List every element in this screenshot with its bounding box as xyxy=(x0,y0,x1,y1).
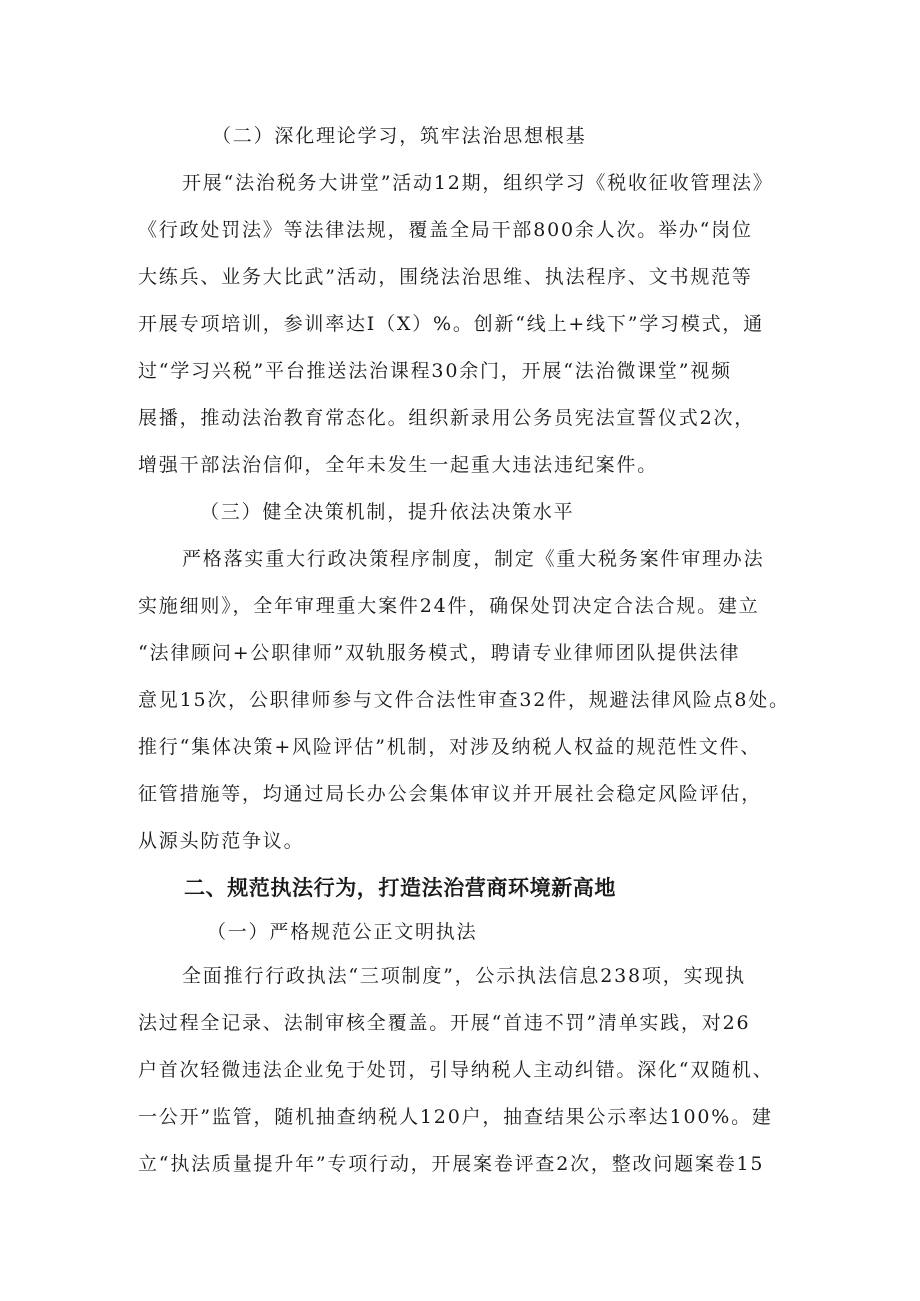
paragraph-line: 严格落实重大行政决策程序制度，制定《重大税务案件审理办法 xyxy=(182,548,765,570)
chapter-2-section-1-title: （一）严格规范公正文明执法 xyxy=(207,921,478,943)
paragraph-line: 户首次轻微违法企业免于处罚，引导纳税人主动纠错。深化“双随机、 xyxy=(138,1059,774,1081)
chapter-2-heading: 二、规范执法行为，打造法治营商环境新高地 xyxy=(184,876,616,900)
paragraph-line: 推行“集体决策+风险评估”机制，对涉及纳税人权益的规范性文件、 xyxy=(138,736,762,758)
paragraph-line: 展播，推动法治教育常态化。组织新录用公务员宪法宣誓仪式2次， xyxy=(138,407,756,429)
paragraph-line: 开展专项培训，参训率达I（X）%。创新“线上+线下”学习模式，通 xyxy=(138,313,765,335)
paragraph-line: 过“学习兴税”平台推送法治课程30余门，开展“法治微课堂”视频 xyxy=(138,360,732,382)
paragraph-line: 全面推行行政执法“三项制度”，公示执法信息238项，实现执 xyxy=(182,965,746,987)
paragraph-line: 开展“法治税务大讲堂”活动12期，组织学习《税收征收管理法》 xyxy=(182,172,774,194)
paragraph-line: 立“执法质量提升年”专项行动，开展案卷评查2次，整改问题案卷15 xyxy=(138,1153,765,1175)
paragraph-line: 征管措施等，均通过局长办公会集体审议并开展社会稳定风险评估， xyxy=(138,783,763,805)
paragraph-line: 增强干部法治信仰，全年未发生一起重大违法违纪案件。 xyxy=(138,454,659,476)
paragraph-line: 从源头防范争议。 xyxy=(138,830,305,852)
paragraph-line: 意见15次，公职律师参与文件合法性审查32件，规避法律风险点8处。 xyxy=(138,689,790,711)
paragraph-line: 法过程全记录、法制审核全覆盖。开展“首违不罚”清单实践，对26 xyxy=(138,1012,751,1034)
paragraph-line: 《行政处罚法》等法律法规，覆盖全局干部800余人次。举办“岗位 xyxy=(138,219,753,241)
paragraph-line: “法律顾问+公职律师”双轨服务模式，聘请专业律师团队提供法律 xyxy=(138,642,741,664)
paragraph-line: 大练兵、业务大比武”活动，围绕法治思维、执法程序、文书规范等 xyxy=(138,266,753,288)
section-3-title: （三）健全决策机制，提升依法决策水平 xyxy=(200,501,575,523)
paragraph-line: 一公开”监管，随机抽查纳税人120户，抽查结果公示率达100%。建 xyxy=(138,1106,773,1128)
paragraph-line: 实施细则》，全年审理重大案件24件，确保处罚决定合法合规。建立 xyxy=(138,595,760,617)
section-2-title: （二）深化理论学习，筑牢法治思想根基 xyxy=(212,125,587,147)
